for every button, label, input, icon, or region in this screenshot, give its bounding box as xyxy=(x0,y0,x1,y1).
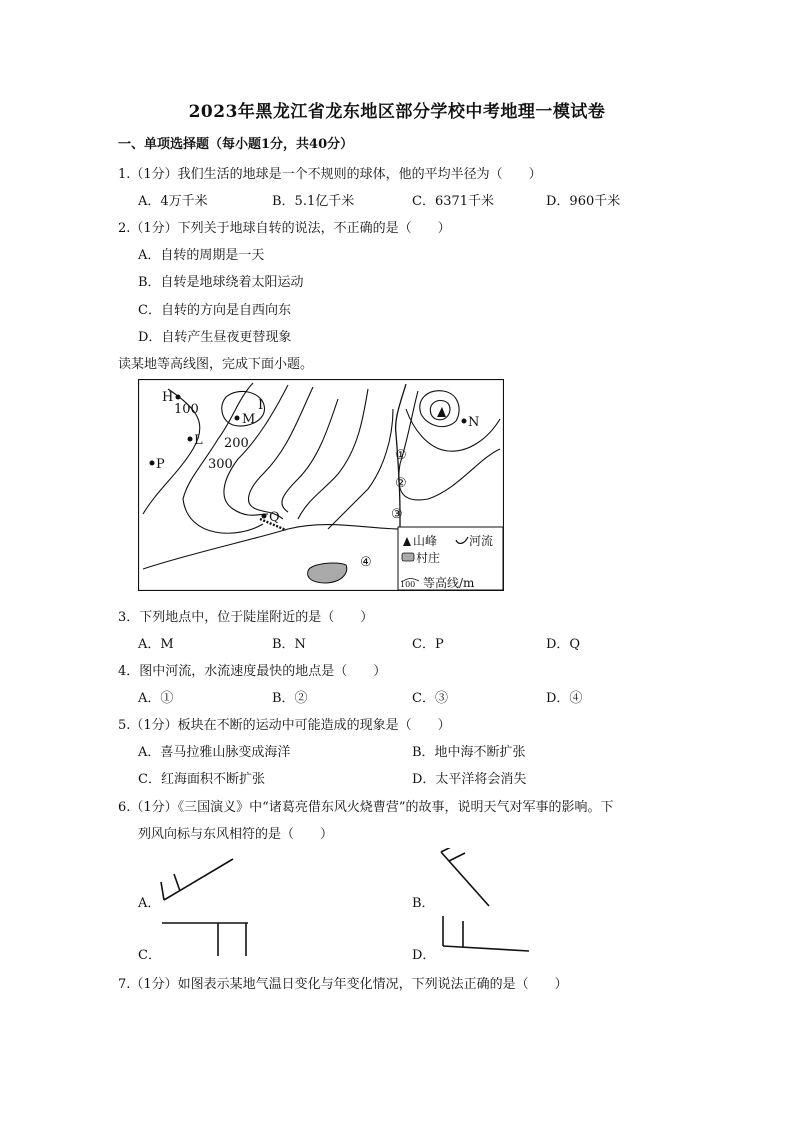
q2-stem: 2.（1分）下列关于地球自转的说法，不正确的是（ ） xyxy=(118,221,451,236)
q5-option-a[interactable]: A．喜马拉雅山脉变成海洋 xyxy=(138,745,291,760)
q3-option-b[interactable]: B．N xyxy=(272,637,306,652)
legend-river: 河流 xyxy=(469,534,494,548)
q6-stem-line1: 6.（1分）《三国演义》中“诸葛亮借东风火烧曹营”的故事，说明天气对军事的影响。下 xyxy=(118,800,614,815)
q6-option-c[interactable]: C． xyxy=(138,948,161,963)
q4-stem: 4．图中河流，水流速度最快的地点是（ ） xyxy=(118,664,387,679)
q6-option-b[interactable]: B． xyxy=(412,896,435,911)
wind-vane-b xyxy=(435,848,495,910)
point-m xyxy=(235,416,240,421)
point-l xyxy=(188,437,193,442)
q1-stem: 1.（1分）我们生活的地球是一个不规则的球体，他的平均半径为（ ） xyxy=(118,167,542,182)
label-p: P xyxy=(156,457,165,472)
legend-contour: 等高线/m xyxy=(423,576,475,590)
label-n: N xyxy=(468,415,480,430)
q3-stem: 3．下列地点中，位于陡崖附近的是（ ） xyxy=(118,610,374,625)
section-heading: 一、单项选择题（每小题1分，共40分） xyxy=(118,137,354,152)
point-p xyxy=(150,461,155,466)
q6-option-d[interactable]: D． xyxy=(412,948,436,963)
q3-option-c[interactable]: C．P xyxy=(412,637,444,652)
contour-200-label: 200 xyxy=(224,436,249,451)
q4-option-d[interactable]: D．④ xyxy=(546,691,583,706)
river-point-1: ① xyxy=(395,448,407,463)
q5-stem: 5.（1分）板块在不断的运动中可能造成的现象是（ ） xyxy=(118,718,451,733)
legend-peak: 山峰 xyxy=(413,534,438,548)
exam-title: 2023年黑龙江省龙东地区部分学校中考地理一模试卷 xyxy=(188,102,606,122)
q1-option-a[interactable]: A．4万千米 xyxy=(138,194,208,209)
q2-option-a[interactable]: A．自转的周期是一天 xyxy=(138,248,265,263)
q7-stem: 7.（1分）如图表示某地气温日变化与年变化情况，下列说法正确的是（ ） xyxy=(118,977,568,992)
q3-option-d[interactable]: D．Q xyxy=(546,637,581,652)
q3-option-a[interactable]: A．M xyxy=(138,637,174,652)
river-point-4: ④ xyxy=(360,555,372,570)
q6-stem-line2: 列风向标与东风相符的是（ ） xyxy=(138,827,334,842)
contour-100-label: 100 xyxy=(174,402,199,417)
q1-option-d[interactable]: D．960千米 xyxy=(546,194,621,209)
wind-vane-c xyxy=(160,918,250,960)
label-q: Q xyxy=(269,510,280,525)
contour-300-label: 300 xyxy=(208,457,233,472)
q2-option-d[interactable]: D．自转产生昼夜更替现象 xyxy=(138,330,292,345)
point-n xyxy=(462,419,467,424)
q6-option-a[interactable]: A． xyxy=(138,896,161,911)
q4-option-b[interactable]: B．② xyxy=(272,691,308,706)
q5-option-b[interactable]: B．地中海不断扩张 xyxy=(412,745,526,760)
point-q xyxy=(262,514,267,519)
wind-vane-a xyxy=(158,856,238,906)
q5-option-c[interactable]: C．红海面积不断扩张 xyxy=(138,772,265,787)
q5-option-d[interactable]: D．太平洋将会消失 xyxy=(412,772,527,787)
q1-option-c[interactable]: C．6371千米 xyxy=(412,194,495,209)
map-intro: 读某地等高线图，完成下面小题。 xyxy=(118,357,314,372)
river-point-3: ③ xyxy=(391,507,403,522)
legend-village: 村庄 xyxy=(416,551,441,565)
q4-option-c[interactable]: C．③ xyxy=(412,691,448,706)
q1-option-b[interactable]: B．5.1亿千米 xyxy=(272,194,355,209)
wind-vane-d xyxy=(437,914,532,954)
q2-option-c[interactable]: C．自转的方向是自西向东 xyxy=(138,303,291,318)
point-h xyxy=(176,395,181,400)
map-legend xyxy=(398,527,503,590)
label-h: H xyxy=(162,390,174,405)
label-m: M xyxy=(242,412,256,427)
label-l: L xyxy=(194,433,203,448)
contour-map xyxy=(138,379,504,591)
legend-contour-value: 100 xyxy=(400,580,416,589)
q4-option-a[interactable]: A．① xyxy=(138,691,174,706)
village-icon xyxy=(402,553,414,561)
river-point-2: ② xyxy=(395,476,407,491)
label-i: I xyxy=(258,398,264,413)
q2-option-b[interactable]: B．自转是地球绕着太阳运动 xyxy=(138,275,304,290)
